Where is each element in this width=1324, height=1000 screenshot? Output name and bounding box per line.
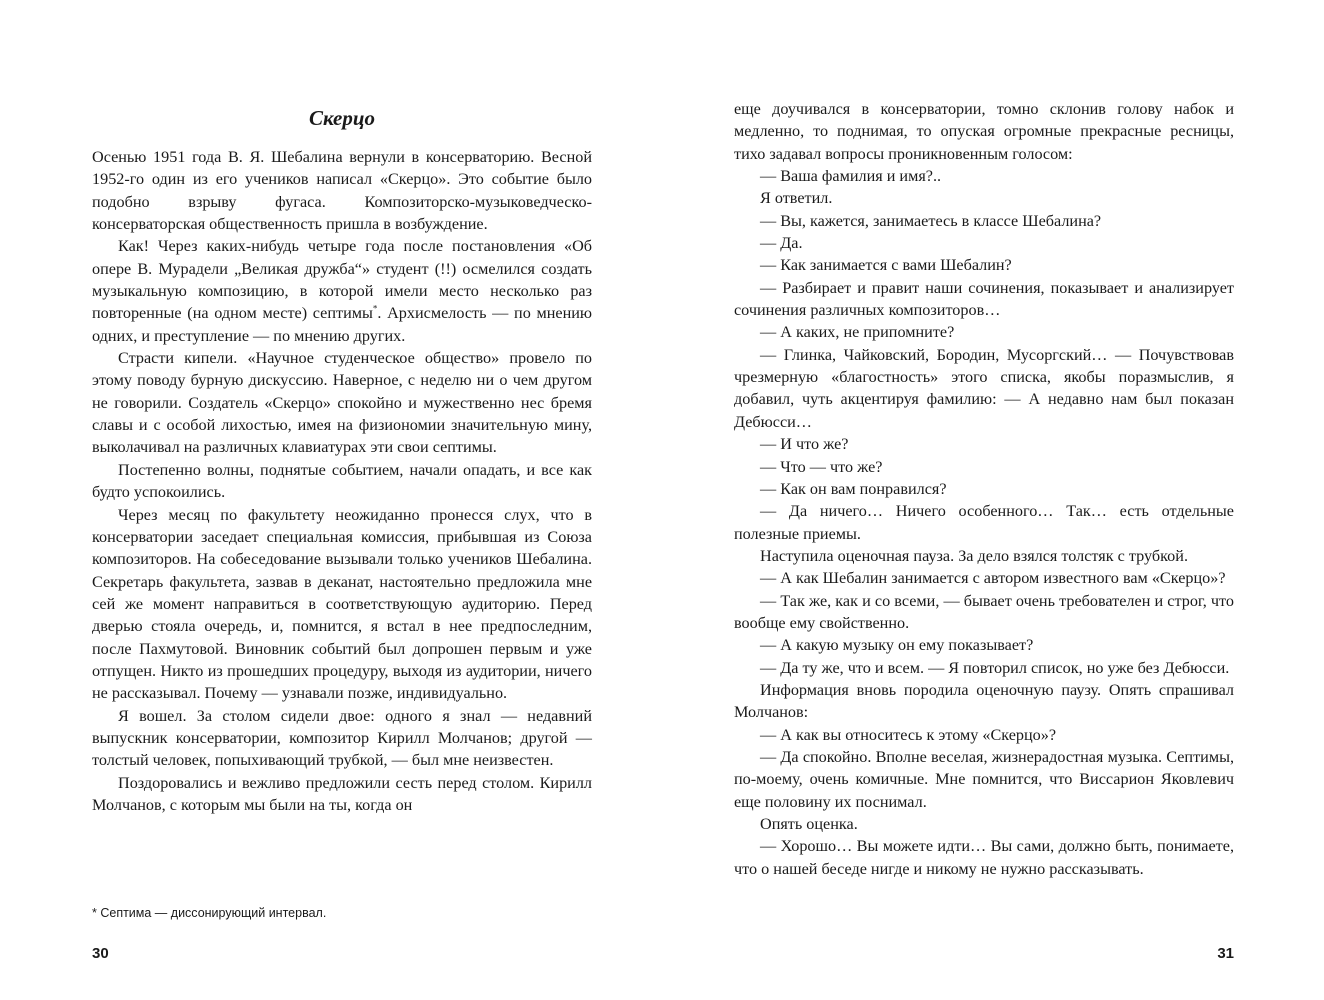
dialogue-line: — А как вы относитесь к этому «Скерцо»? — [760, 725, 1057, 744]
paragraph-text: Как! Через каких-нибудь четыре года после постановления «Об опере В. Мурадели „Великая дружба“» студент (!!) осмелился создать музыкальную композицию, в которой имели место несколько раз повторенные (на одном месте) септимы — [92, 237, 592, 323]
paragraph: Наступила оценочная пауза. За дело взялся толстяк с трубкой. — [760, 546, 1188, 565]
dialogue-line: — Разбирает и правит наши сочинения, показывает и анализирует сочинения различных композиторов… — [734, 278, 1234, 320]
paragraph: Я вошел. За столом сидели двое: одного я знал — недавний выпускник консерватории, композитор Кирилл Молчанов; другой — толстый человек, попыхивающий трубкой, — был мне неизвестен. — [92, 706, 592, 770]
dialogue-line: — Как занимается с вами Шебалин? — [760, 256, 1012, 275]
dialogue-line: — А какую музыку он ему показывает? — [760, 636, 1034, 655]
paragraph: Через месяц по факультету неожиданно пронесся слух, что в консерватории заседает специальная комиссия, прибывшая из Союза композиторов. На собеседование вызывали только учеников Шебалина. Секретарь факультета, зазвав в деканат, настоятельно предложила мне сей же момент направиться в соответствующую аудиторию. Перед дверью стояла очередь, и, помнится, я встал в нее предпоследним, после Пахмутовой. Виновник событий был допрошен первым и уже отпущен. Никто из прошедших процедуру, выходя из аудитории, ничего не рассказывал. Почему — узнавали позже, индивидуально. — [92, 505, 592, 703]
dialogue-line: — Глинка, Чайковский, Бородин, Мусоргский… — Почувствовав чрезмерную «благостность» этого списка, якобы поразмыслив, я добавил, чуть акцентируя фамилию: — А недавно нам был показан Дебюсси… — [734, 345, 1234, 431]
paragraph: Осенью 1951 года В. Я. Шебалина вернули в консерваторию. Весной 1952-го один из его учеников написал «Скерцо». Это событие было подобно взрыву фугаса. Композиторско-музыковедческо-консерваторская общественность пришла в возбуждение. — [92, 148, 592, 234]
dialogue-line: — Вы, кажется, занимаетесь в классе Шебалина? — [760, 211, 1102, 230]
paragraph: Страсти кипели. «Научное студенческое общество» провело по этому поводу бурную дискуссию. Наверное, с неделю ни о чем другом не говорили. Создатель «Скерцо» спокойно и мужественно нес бремя славы и с особой лихостью, имея на физиономии значительную мину, выколачивал на различных клавиатурах эти свои септимы. — [92, 349, 592, 457]
left-page-text — [92, 146, 592, 816]
paragraph-text: . Архисмелость — по мнению одних, и преступление — по мнению других. — [92, 304, 592, 345]
dialogue-line: — Хорошо… Вы можете идти… Вы сами, должно быть, понимаете, что о нашей беседе нигде и никому не нужно рассказывать. — [734, 837, 1234, 878]
paragraph — [92, 235, 592, 347]
dialogue-line: — А как Шебалин занимается с автором известного вам «Скерцо»? — [760, 569, 1226, 588]
dialogue-line: — Да ту же, что и всем. — Я повторил список, но уже без Дебюсси. — [760, 658, 1230, 677]
footnote: * Септима — диссонирующий интервал. — [92, 906, 327, 920]
paragraph: Информация вновь породила оценочную паузу. Опять спрашивал Молчанов: — [734, 680, 1234, 722]
paragraph: Поздоровались и вежливо предложили сесть перед столом. Кирилл Молчанов, с которым мы были на ты, когда он — [92, 773, 592, 814]
footnote-mark: * — [372, 304, 378, 315]
dialogue-line: — Так же, как и со всеми, — бывает очень требователен и строг, что вообще ему свойственно. — [734, 591, 1234, 632]
dialogue-line: — Что — что же? — [760, 457, 883, 476]
right-page — [662, 0, 1324, 1000]
right-page-text — [734, 98, 1234, 880]
page-number: 31 — [1217, 945, 1234, 962]
paragraph: еще доучивался в консерватории, томно склонив голову набок и медленно, то поднимая, то опуская огромные прекрасные ресницы, тихо задавал вопросы проникновенным голосом: — [734, 100, 1234, 163]
paragraph: Опять оценка. — [760, 815, 858, 833]
chapter-title: Скерцо — [308, 106, 376, 130]
dialogue-line: — Да ничего… Ничего особенного… Так… есть отдельные полезные приемы. — [734, 502, 1234, 543]
dialogue-line: — А каких, не припомните? — [760, 323, 955, 342]
dialogue-line: — Как он вам понравился? — [760, 479, 947, 498]
paragraph: Я ответил. — [760, 189, 833, 208]
dialogue-line: — Да. — [760, 234, 803, 253]
page-number: 30 — [92, 945, 109, 962]
dialogue-line: — Ваша фамилия и имя?.. — [760, 167, 942, 186]
dialogue-line: — И что же? — [760, 435, 849, 454]
dialogue-line: — Да спокойно. Вполне веселая, жизнерадостная музыка. Септимы, по-моему, очень комичные. Мне помнится, что Виссарион Яковлевич еще половину их поснимал. — [734, 747, 1234, 811]
paragraph: Постепенно волны, поднятые событием, начали опадать, и все как будто успокоились. — [92, 460, 592, 502]
